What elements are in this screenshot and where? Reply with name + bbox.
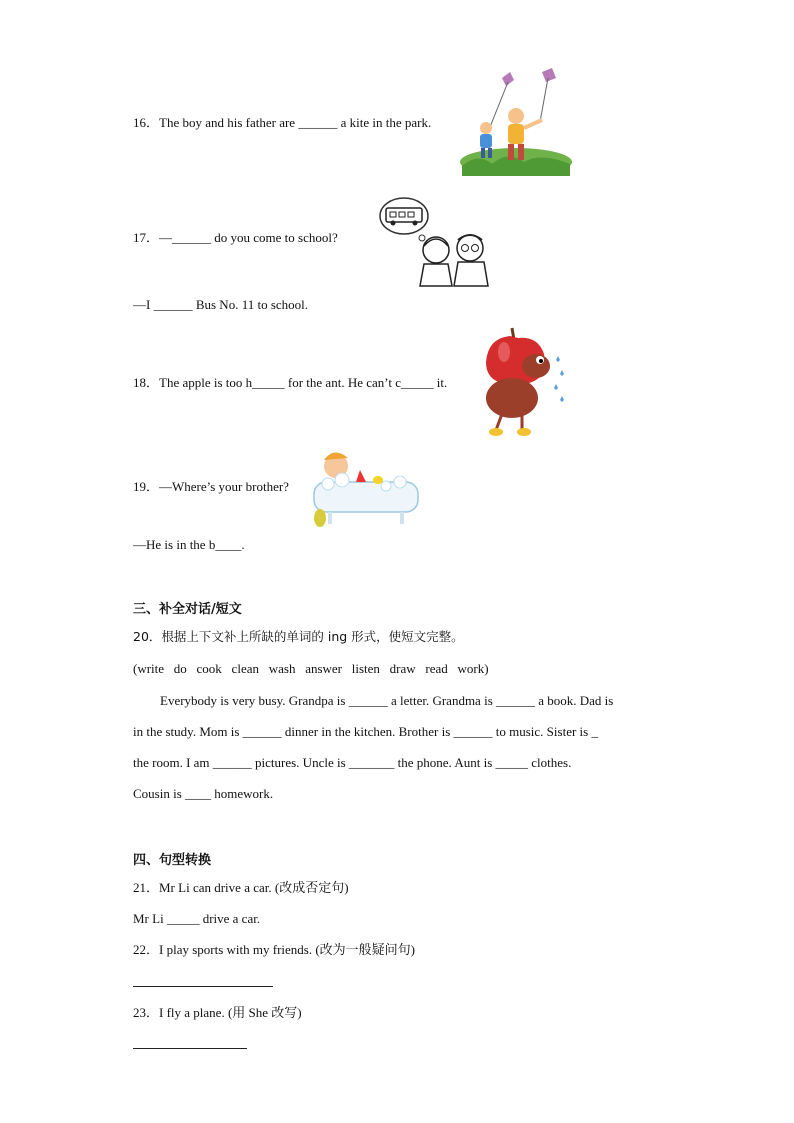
rubber-duck-icon: [373, 476, 383, 484]
toy-boat-icon: [356, 470, 366, 482]
passage-line: Cousin is ____ homework.: [133, 786, 274, 801]
bathtub-illustration: [308, 446, 424, 530]
passage-line: the room. I am ______ pictures. Uncle is _______ the phone. Aunt is _____ clothes.: [133, 755, 572, 770]
passage-line: Everybody is very busy. Grandpa is ______ a letter. Grandma is ______ a book. Dad is: [160, 693, 614, 708]
question-19-answer: —He is in the b____.: [133, 537, 245, 552]
kite-icon: [502, 72, 514, 86]
bus-icon: [386, 208, 422, 222]
kite-icon: [542, 68, 556, 82]
question-20: 20．根据上下文补上所缺的单词的 ing 形式，使短文完整。: [133, 629, 464, 644]
answer-line: [133, 986, 273, 987]
section-3-heading: 三、补全对话/短文: [133, 602, 242, 617]
question-17-answer: —I ______ Bus No. 11 to school.: [133, 297, 309, 312]
apple-ant-illustration: [478, 326, 568, 440]
answer-line: [133, 1048, 247, 1049]
question-22: 22．I play sports with my friends. (改为一般疑问句): [133, 942, 416, 957]
question-21: 21．Mr Li can drive a car. (改成否定句): [133, 880, 349, 895]
bus-thought-illustration: [378, 196, 496, 288]
question-21-answer: Mr Li _____ drive a car.: [133, 911, 261, 926]
section-4-heading: 四、句型转换: [133, 853, 212, 868]
passage-line: in the study. Mom is ______ dinner in the kitchen. Brother is ______ to music. Sister is _: [133, 724, 598, 739]
question-17: 17．—______ do you come to school?: [133, 230, 338, 245]
question-23: 23．I fly a plane. (用 She 改写): [133, 1005, 302, 1020]
question-18: 18．The apple is too h_____ for the ant. He can’t c_____ it.: [133, 375, 448, 390]
kite-flying-illustration: [458, 66, 574, 178]
question-16: 16．The boy and his father are ______ a kite in the park.: [133, 115, 432, 130]
word-bank: (write do cook clean wash answer listen draw read work): [133, 661, 489, 676]
question-19: 19．—Where’s your brother?: [133, 479, 289, 494]
